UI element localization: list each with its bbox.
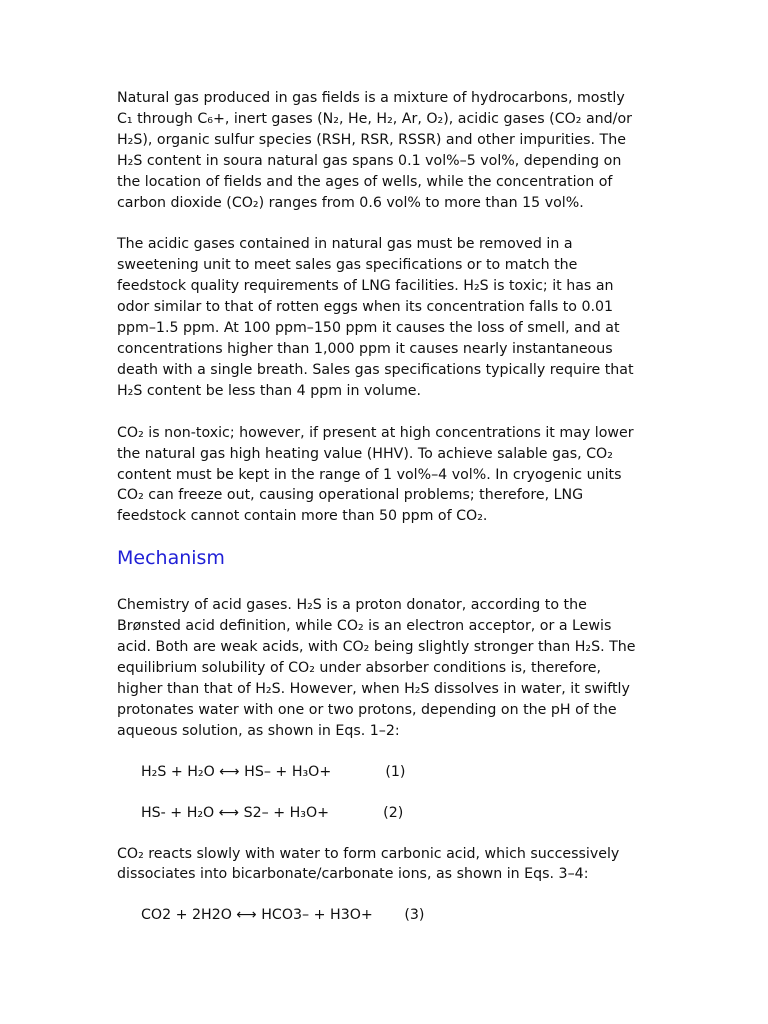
text-line: equilibrium solubility of CO₂ under absorber conditions is, therefore, [117,659,601,676]
equation-number: (3) [404,907,425,924]
equation-number: (2) [383,804,404,821]
text-line: feedstock cannot contain more than 50 ppm of CO₂. [117,508,488,525]
paragraph-co2-reaction [117,844,662,886]
equation-formula: HS- + H₂O ⟷ S2– + H₃O+ [141,804,330,821]
text-line: sweetening unit to meet sales gas specifications or to match the [117,257,578,274]
paragraph-acidic-gases-removal [117,234,662,401]
text-line: H₂S), organic sulfur species (RSH, RSR, RSSR) and other impurities. The [117,131,626,148]
text-line: Natural gas produced in gas fields is a mixture of hydrocarbons, mostly [117,90,625,106]
text-line: CO₂ is non-toxic; however, if present at high concentrations it may lower [117,424,634,441]
text-line: protonates water with one or two protons, depending on the pH of the [117,701,617,718]
paragraph-natural-gas-composition [117,88,662,213]
text-line: carbon dioxide (CO₂) ranges from 0.6 vol% to more than 15 vol%. [117,194,584,211]
text-line: odor similar to that of rotten eggs when its concentration falls to 0.01 [117,299,614,316]
text-line: H₂S content be less than 4 ppm in volume. [117,382,422,399]
text-line: CO₂ reacts slowly with water to form carbonic acid, which successively [117,845,620,862]
equation-2 [141,803,662,823]
equation-3 [141,905,662,925]
equation-formula: CO2 + 2H2O ⟷ HCO3– + H3O+ [141,907,373,924]
text-line: higher than that of H₂S. However, when H₂S dissolves in water, it swiftly [117,680,630,697]
text-line: dissociates into bicarbonate/carbonate ions, as shown in Eqs. 3–4: [117,866,589,883]
text-line: the location of fields and the ages of wells, while the concentration of [117,173,613,190]
text-line: acid. Both are weak acids, with CO₂ being slightly stronger than H₂S. The [117,639,636,656]
text-line: concentrations higher than 1,000 ppm it causes nearly instantaneous [117,340,613,357]
equation-formula: H₂S + H₂O ⟷ HS– + H₃O+ [141,763,332,780]
text-line: aqueous solution, as shown in Eqs. 1–2: [117,722,400,739]
text-line: C₁ through C₆+, inert gases (N₂, He, H₂, Ar, O₂), acidic gases (CO₂ and/or [117,110,632,127]
text-line: Brønsted acid definition, while CO₂ is an electron acceptor, or a Lewis [117,618,612,635]
equation-1 [141,762,662,782]
text-line: content must be kept in the range of 1 vol%–4 vol%. In cryogenic units [117,466,622,483]
text-line: The acidic gases contained in natural gas must be removed in a [117,236,573,253]
paragraph-chemistry-of-acid-gases [117,595,662,741]
text-line: death with a single breath. Sales gas specifications typically require that [117,361,634,378]
paragraph-co2-effects [117,423,662,528]
text-line: CO₂ can freeze out, causing operational problems; therefore, LNG [117,487,584,504]
text-line: feedstock quality requirements of LNG facilities. H₂S is toxic; it has an [117,278,614,295]
text-line: H₂S content in soura natural gas spans 0.1 vol%–5 vol%, depending on [117,152,622,169]
section-heading-mechanism: Mechanism [117,547,225,570]
equation-number: (1) [385,763,406,780]
document-page [117,88,662,946]
text-line: the natural gas high heating value (HHV). To achieve salable gas, CO₂ [117,445,613,462]
text-line: ppm–1.5 ppm. At 100 ppm–150 ppm it causes the loss of smell, and at [117,320,620,337]
text-line: Chemistry of acid gases. H₂S is a proton donator, according to the [117,597,587,614]
